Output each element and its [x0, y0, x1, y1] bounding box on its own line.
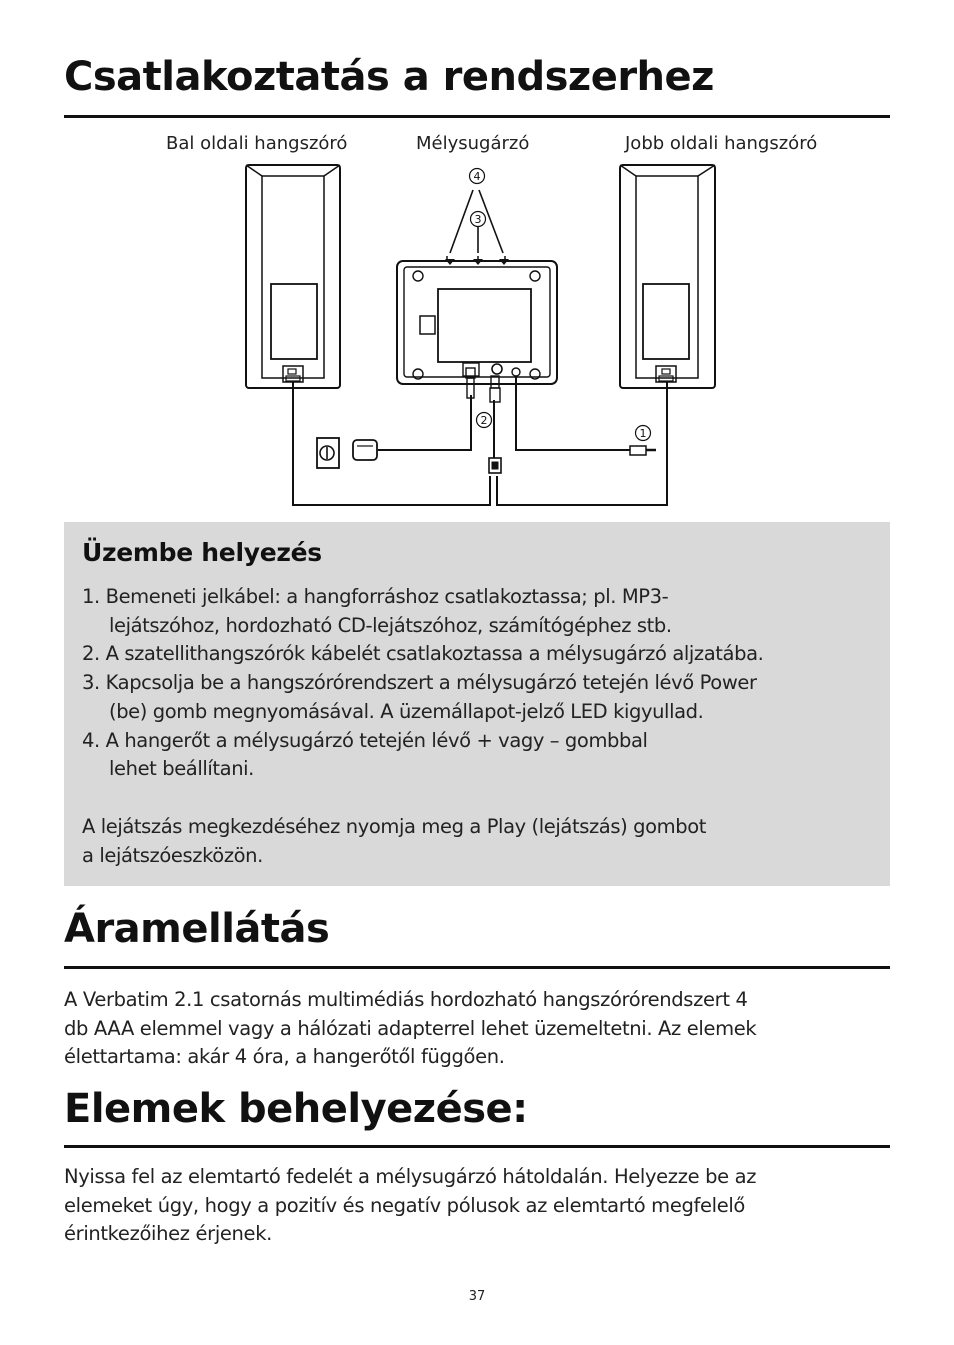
- left-speaker: [246, 165, 340, 388]
- subwoofer: [397, 256, 557, 384]
- page-number: 37: [468, 1289, 486, 1304]
- callout-2: 2: [480, 414, 488, 427]
- paragraph-line: élettartama: akár 4 óra, a hangerőtől függően.: [64, 1045, 505, 1068]
- wall-outlet-icon: [317, 438, 339, 468]
- paragraph-line: A Verbatim 2.1 csatornás multimédiás hordozható hangszórórendszert 4: [64, 988, 748, 1011]
- title-rule: [64, 1145, 890, 1148]
- setup-step: [82, 727, 763, 784]
- note-line: a lejátszóeszközön.: [82, 843, 263, 867]
- callout-1: 1: [639, 427, 647, 440]
- paragraph-line: érintkezőihez érjenek.: [64, 1222, 272, 1245]
- subwoofer-label: Mélysugárzó: [416, 133, 530, 154]
- power-adapter-icon: [353, 440, 377, 460]
- setup-step: [82, 583, 763, 640]
- step-line: 2. A szatellithangszórók kábelét csatlakoztassa a mélysugárzó aljzatába.: [82, 642, 764, 666]
- note-line: A lejátszás megkezdéséhez nyomja meg a Play (lejátszás) gombot: [82, 815, 706, 838]
- connection-diagram: [0, 0, 954, 520]
- cables: [293, 368, 667, 505]
- setup-step: [82, 669, 763, 726]
- batteries-paragraph: [64, 1163, 864, 1249]
- title-rule: [64, 966, 890, 969]
- step-line: 1. Bemeneti jelkábel: a hangforráshoz csatlakoztassa; pl. MP3-: [82, 585, 669, 608]
- section-title-power: Áramellátás: [64, 906, 330, 952]
- setup-steps: [82, 583, 763, 784]
- setup-step: [82, 640, 763, 669]
- playback-note: [82, 813, 706, 870]
- right-speaker: [620, 165, 715, 388]
- step-line: (be) gomb megnyomásával. A üzemállapot-jelző LED kigyullad.: [109, 699, 704, 723]
- section-title-batteries: Elemek behelyezése:: [64, 1086, 528, 1132]
- audio-plug-icon: [630, 446, 656, 455]
- setup-title: Üzembe helyezés: [82, 538, 322, 567]
- step-line: lehet beállítani.: [109, 757, 254, 781]
- power-paragraph: [64, 986, 864, 1072]
- paragraph-line: Nyissa fel az elemtartó fedelét a mélysugárzó hátoldalán. Helyezze be az: [64, 1165, 757, 1188]
- paragraph-line: elemeket úgy, hogy a pozitív és negatív pólusok az elemtartó megfelelő: [64, 1193, 746, 1217]
- callout-3: 3: [474, 213, 482, 226]
- step-line: lejátszóhoz, hordozható CD-lejátszóhoz, számítógéphez stb.: [109, 613, 672, 637]
- step-line: 4. A hangerőt a mélysugárzó tetején lévő + vagy – gombbal: [82, 728, 648, 752]
- callout-4: 4: [473, 170, 481, 183]
- step-line: 3. Kapcsolja be a hangszórórendszert a mélysugárzó tetején lévő Power: [82, 671, 757, 695]
- right-speaker-label: Jobb oldali hangszóró: [625, 133, 818, 154]
- left-speaker-label: Bal oldali hangszóró: [166, 133, 348, 154]
- paragraph-line: db AAA elemmel vagy a hálózati adapterrel lehet üzemeltetni. Az elemek: [64, 1016, 757, 1040]
- section-title-connect: Csatlakoztatás a rendszerhez: [64, 54, 714, 100]
